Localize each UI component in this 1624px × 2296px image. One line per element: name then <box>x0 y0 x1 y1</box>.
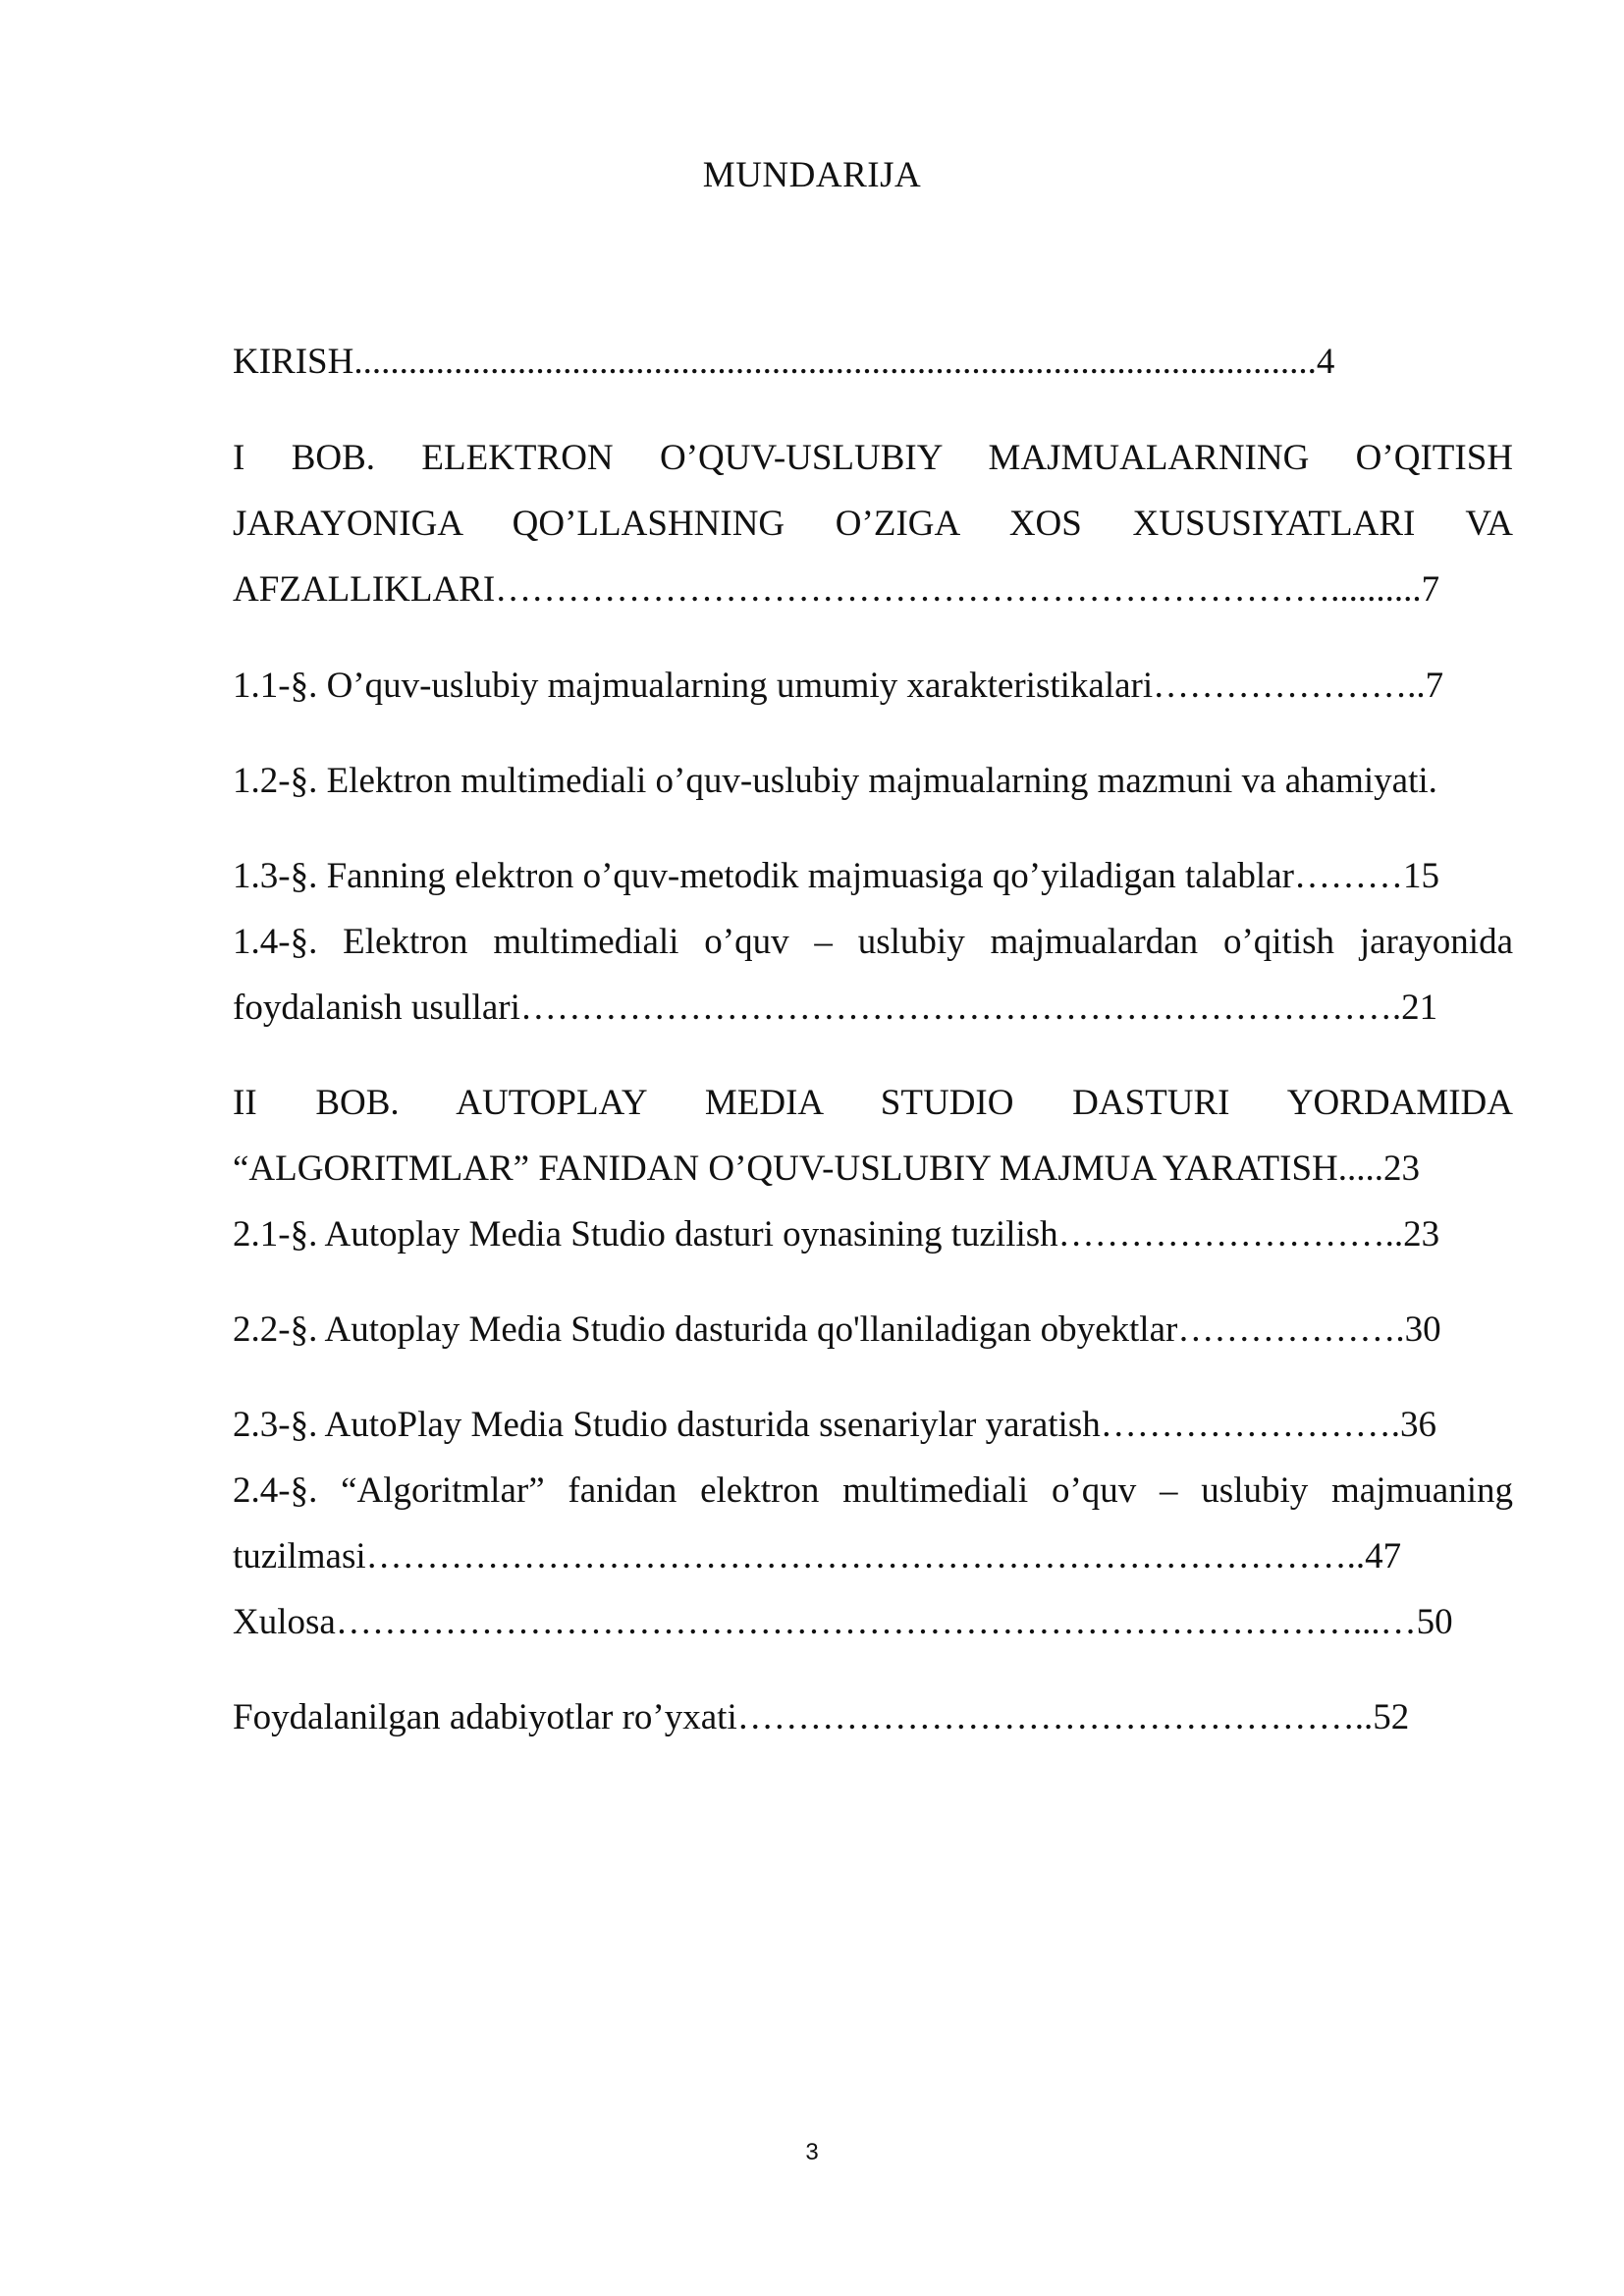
toc-entry-section-1-2[interactable]: 1.2-§. Elektron multimediali o’quv-uslubiy majmualarning mazmuni va ahamiyati. <box>233 761 1437 801</box>
page-number: 3 <box>805 2139 819 2165</box>
toc-entry-chapter-2-line-2[interactable]: “ALGORITMLAR” FANIDAN O’QUV-USLUBIY MAJMUA YARATISH.....23 <box>233 1148 1421 1189</box>
toc-entry-xulosa[interactable]: Xulosa…………………………………………………………………………...…50 <box>233 1602 1453 1642</box>
toc-entry-section-2-2[interactable]: 2.2-§. Autoplay Media Studio dasturida qo'llaniladigan obyektlar……………….30 <box>233 1309 1441 1350</box>
toc-entry-section-1-4-line-2[interactable]: foydalanish usullari……………………………………………………………….21 <box>233 988 1438 1028</box>
toc-entry-chapter-1-line-1[interactable]: I BOB. ELEKTRON O’QUV-USLUBIY MAJMUALARNING O’QITISH <box>233 438 1513 478</box>
toc-entry-section-2-3[interactable]: 2.3-§. AutoPlay Media Studio dasturida ssenariylar yaratish…………………….36 <box>233 1405 1436 1445</box>
toc-entry-chapter-1-line-3[interactable]: AFZALLIKLARI……………………………………………………………..........7 <box>233 569 1440 610</box>
toc-entry-chapter-1-line-2[interactable]: JARAYONIGA QO’LLASHNING O’ZIGA XOS XUSUSIYATLARI VA <box>233 504 1513 544</box>
toc-entry-section-1-3[interactable]: 1.3-§. Fanning elektron o’quv-metodik majmuasiga qo’yiladigan talablar………15 <box>233 856 1439 896</box>
toc-entry-kirish[interactable]: KIRISH..........................................................................................................4 <box>233 342 1335 382</box>
toc-entry-section-2-4-line-2[interactable]: tuzilmasi………………………………………………………………………..47 <box>233 1536 1402 1576</box>
page-title: MUNDARIJA <box>702 155 922 195</box>
toc-entry-section-2-4-line-1[interactable]: 2.4-§. “Algoritmlar” fanidan elektron multimediali o’quv – uslubiy majmuaning <box>233 1470 1513 1511</box>
toc-entry-section-2-1[interactable]: 2.1-§. Autoplay Media Studio dasturi oynasining tuzilish………………………..23 <box>233 1214 1440 1255</box>
toc-entry-section-1-1[interactable]: 1.1-§. O’quv-uslubiy majmualarning umumiy xarakteristikalari…………………..7 <box>233 666 1444 706</box>
toc-entry-references[interactable]: Foydalanilgan adabiyotlar ro’yxati……………………………………………..52 <box>233 1697 1410 1737</box>
toc-entry-chapter-2-line-1[interactable]: II BOB. AUTOPLAY MEDIA STUDIO DASTURI YORDAMIDA <box>233 1083 1513 1123</box>
toc-entry-section-1-4-line-1[interactable]: 1.4-§. Elektron multimediali o’quv – uslubiy majmualardan o’qitish jarayonida <box>233 922 1513 962</box>
